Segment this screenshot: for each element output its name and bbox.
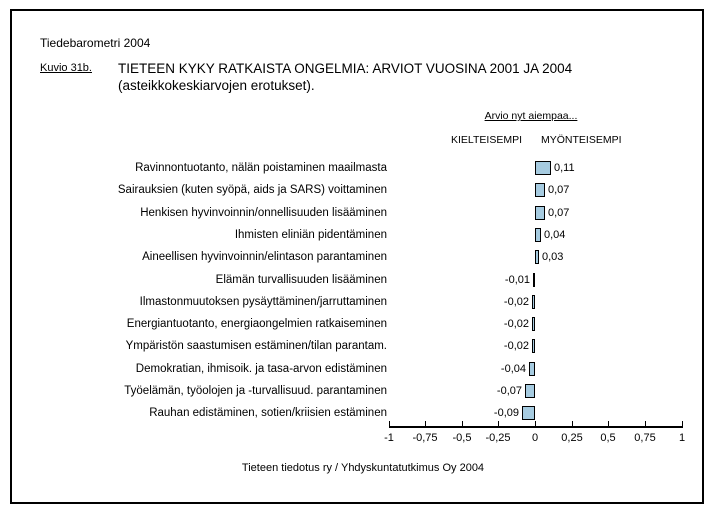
value-label: -0,07 <box>496 385 522 397</box>
bar-segment <box>533 273 535 287</box>
value-label: -0,02 <box>503 340 529 353</box>
bar-segment <box>532 339 535 353</box>
figure-number-label: Kuvio 31b. <box>40 62 92 74</box>
bar-segment <box>522 406 535 420</box>
bar-segment <box>525 384 535 398</box>
x-axis-tick-label: 0 <box>531 432 539 444</box>
x-axis-tick <box>608 421 609 426</box>
source-credit: Tieteen tiedotus ry / Yhdyskuntatutkimus Oy 2004 <box>241 462 485 474</box>
legend-heading: Arvio nyt aiempaa... <box>484 110 578 122</box>
bar-segment <box>532 295 535 309</box>
x-axis-tick <box>645 421 646 426</box>
category-label: Ympäristön saastumisen estäminen/tilan parantam. <box>125 340 387 353</box>
category-label: Ihmisten eliniän pidentäminen <box>234 228 387 241</box>
value-label: 0,07 <box>548 184 570 197</box>
bar-segment <box>535 250 539 264</box>
bar-segment <box>535 161 551 175</box>
value-label: 0,07 <box>548 206 570 219</box>
x-axis-tick-label: -1 <box>384 432 394 444</box>
category-label: Energiantuotanto, energiaongelmien ratkaiseminen <box>126 318 387 331</box>
x-axis-tick <box>389 421 390 426</box>
legend-label-negative: KIELTEISEMPI <box>451 134 522 146</box>
category-label: Rauhan edistäminen, sotien/kriisien estäminen <box>149 407 387 420</box>
x-axis-tick <box>498 421 499 426</box>
x-axis-tick-label: -0,75 <box>412 432 438 444</box>
bar-segment <box>535 228 541 242</box>
category-label: Elämän turvallisuuden lisääminen <box>215 273 387 286</box>
x-axis-tick-label: -0,5 <box>452 432 472 444</box>
value-label: 0,11 <box>554 162 575 174</box>
bar-segment <box>532 317 535 331</box>
x-axis-line <box>389 426 683 428</box>
x-axis-tick <box>425 421 426 426</box>
x-axis-tick-label: 0,25 <box>561 432 583 444</box>
value-label: -0,01 <box>504 273 530 286</box>
chart-title <box>118 60 678 94</box>
value-label: -0,02 <box>503 318 529 331</box>
x-axis-tick-label: 0,5 <box>600 432 616 444</box>
category-label: Ravinnontuotanto, nälän poistaminen maailmasta <box>135 162 387 174</box>
value-label: 0,04 <box>544 228 566 241</box>
category-label: Demokratian, ihmisoik. ja tasa-arvon edistäminen <box>135 362 387 375</box>
value-label: -0,02 <box>503 295 529 308</box>
category-label: Henkisen hyvinvoinnin/onnellisuuden lisääminen <box>140 206 387 219</box>
category-label: Ilmastonmuutoksen pysäyttäminen/jarruttaminen <box>139 295 387 308</box>
category-label: Aineellisen hyvinvoinnin/elintason parantaminen <box>142 251 387 264</box>
x-axis-tick-label: -0,25 <box>485 432 511 444</box>
category-label: Työelämän, työolojen ja -turvallisuud. parantaminen <box>124 385 387 397</box>
x-axis-tick <box>462 421 463 426</box>
chart-title-line1: TIETEEN KYKY RATKAISTA ONGELMIA: ARVIOT VUOSINA 2001 JA 2004 <box>118 61 573 76</box>
bar-segment <box>529 362 535 376</box>
x-axis-tick <box>572 421 573 426</box>
x-axis-tick-label: 0,75 <box>634 432 656 444</box>
report-title: Tiedebarometri 2004 <box>40 36 151 50</box>
category-label: Sairauksien (kuten syöpä, aids ja SARS) voittaminen <box>117 184 387 197</box>
bar-segment <box>535 183 545 197</box>
value-label: -0,04 <box>500 362 526 375</box>
legend-label-positive: MYÖNTEISEMPI <box>541 134 622 146</box>
x-axis-tick <box>682 421 683 426</box>
value-label: 0,03 <box>542 251 564 264</box>
value-label: -0,09 <box>493 407 519 420</box>
x-axis-tick <box>535 421 536 426</box>
x-axis-tick-label: 1 <box>678 432 686 444</box>
chart-title-line2: (asteikkokeskiarvojen erotukset). <box>118 78 315 93</box>
bar-segment <box>535 206 545 220</box>
